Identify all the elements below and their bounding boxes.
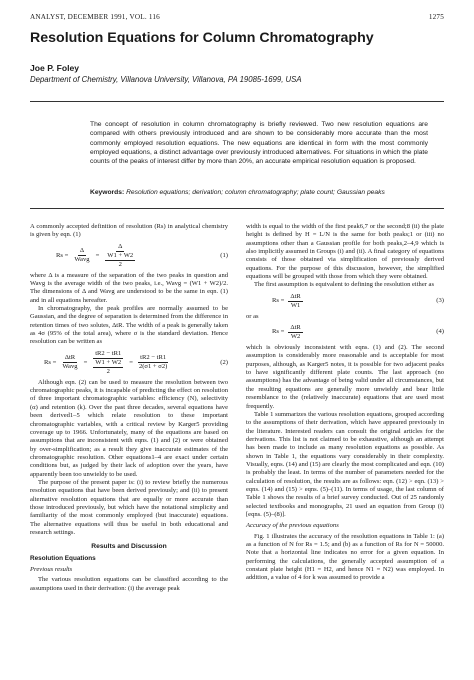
eq-numerator: Δ: [118, 242, 123, 250]
eq-denominator: W1 + W2: [95, 358, 122, 366]
eq-numerator: ΔtR: [290, 292, 301, 300]
eq-numerator: Δ: [79, 247, 85, 255]
equation-2: [30, 350, 228, 376]
eq-denominator: Wavg: [62, 363, 78, 371]
eq-numerator: ΔtR: [64, 354, 76, 362]
author-affiliation: Department of Chemistry, Villanova University, Villanova, PA 19085-1699, USA: [30, 75, 302, 84]
paragraph: The various resolution equations can be classified according to the assumptions used in their derivation: (i) the average peak: [30, 576, 228, 592]
keywords: [90, 188, 428, 197]
eq-denominator: W2: [290, 333, 301, 341]
italic-subheading: Accuracy of the previous equations: [246, 522, 339, 530]
paragraph: The purpose of the present paper is: (i) to review briefly the numerous resolution equations that have been derived previously; and (ii) to present alternative resolution equations that are equally or more accurate than those introduced previously, but which have the notational simplicity and familiarity of the most commonly employed (but inaccurate) equations. The alternative equations will thus be useful in both educational and research settings.: [30, 478, 228, 536]
eq-denominator: 2(σ1 + σ2): [138, 363, 168, 371]
page-number: 1275: [428, 13, 444, 21]
paragraph: The first assumption is equivalent to defining the resolution either as: [254, 281, 435, 289]
abstract: The concept of resolution in column chromatography is briefly reviewed. Two new resolution equations are compared with others previously introduced and are shown to be considerably more accurate than the most commonly employed resolution equations. The new equations are identical in form with the most commonly employed equations, a distinct advantage over previously introduced alternatives. For situations in which the plate counts of the peaks of interest differ by more than 20%, an accurate empirical resolution equation is proposed.: [90, 121, 428, 166]
eq-lhs: Rs =: [272, 328, 285, 336]
eq-equals: =: [83, 358, 88, 366]
eq-equals: =: [129, 358, 133, 366]
equation-number: (1): [220, 251, 228, 259]
eq-denominator-divisor: 2: [118, 260, 122, 268]
equation-number: (4): [436, 328, 444, 336]
eq-denominator: Wavg: [74, 256, 90, 264]
eq-lhs: Rs =: [56, 251, 69, 259]
equation-number: (2): [220, 358, 228, 366]
left-column: [30, 223, 228, 593]
paragraph: Table 1 summarizes the various resolution equations, grouped according to the assumptions of their derivation, which have appeared previously in the literature. Interested readers can consult the original articles for the derivations. This list is not claimed to be exhaustive, although an attempt has been made to include as many resolution equations as possible. As shown in Table 1, the equations vary considerably in their complexity. Visually, eqns. (14) and (15) are clearly the most complicated and eqn. (10) is probably the least. In terms of the number of parameters needed for the calculation of resolution, the results are as follows: eqn. (12) > eqn. (13) > eqns. (14) and (15) > eqns. (5)–(11). In terms of usage, the last column of Table 1 shows the results of a brief survey conducted. Out of 25 randomly selected textbooks and monographs, 21 used an equation from Group (i) [eqns. (5)–(8)].: [246, 410, 444, 518]
keywords-label: Keywords:: [90, 189, 125, 196]
paragraph: or as: [246, 312, 259, 320]
journal-citation: ANALYST, DECEMBER 1991, VOL. 116: [30, 13, 160, 21]
section-heading: Results and Discussion: [91, 543, 167, 551]
equation-1: [30, 243, 228, 269]
equation-number: (3): [436, 297, 444, 305]
paragraph: where Δ is a measure of the separation of the two peaks in question and Wavg is the average width of the two peaks, i.e., Wavg = (W1 + W2)/2. The dimensions of Δ and Wavg are understood to be the same in eqn. (1) and in all equations hereafter.: [30, 271, 228, 304]
header-rule: [30, 101, 444, 102]
paragraph: which is obviously inconsistent with eqns. (1) and (2). The second assumption is considerably more reasonable and is acceptable for most purposes, although, as Karger5 notes, it is possible for two adjacent peaks to have significantly different plate counts. The last approach (no assumptions) has the advantage of being valid under all circumstances, but the resulting equations are generally more unwieldy and bear little resemblance to the (relatively inaccurate) equations that are used most frequently.: [246, 344, 444, 410]
eq-numerator: tR2 − tR1: [95, 349, 122, 357]
eq-lhs: Rs =: [44, 358, 57, 366]
article-title: Resolution Equations for Column Chromatography: [30, 30, 374, 46]
eq-denominator: W1: [290, 301, 301, 309]
eq-denominator: W1 + W2: [107, 251, 134, 259]
eq-numerator: tR2 − tR1: [140, 354, 167, 362]
author-name: Joe P. Foley: [30, 63, 80, 73]
eq-lhs: Rs =: [272, 297, 285, 305]
equation-4: [246, 324, 444, 341]
eq-denominator-divisor: 2: [106, 367, 110, 375]
paragraph: width is equal to the width of the first peak6,7 or the second;8 (ii) the plate height is defined by H = L/N is the same for both peaks;1 or (iii) no assumptions other than a Gaussian profile for both peaks,2–4,9 which is also implicitly assumed in Groups (i) and (ii). A final category of equations consists of those obtained via simplification of previously derived equations. For the purpose of this discussion, however, the simplified equations will be grouped with those from which they were obtained.: [246, 223, 444, 281]
eq-numerator: ΔtR: [290, 324, 301, 332]
right-column: [246, 223, 444, 583]
running-head: [30, 13, 444, 21]
eq-equals: =: [95, 251, 100, 259]
paragraph: A commonly accepted definition of resolution (Rs) in analytical chemistry is given by eqn. (1): [30, 223, 228, 239]
paragraph: In chromatography, the peak profiles are normally assumed to be Gaussian, and the degree of separation is determined from the difference in retention times of two solutes, ΔtR. The width of a peak is generally taken as 4σ (95% of the total area), where σ is the standard deviation. Hence resolution can be written as: [30, 305, 228, 346]
italic-subheading: Previous results: [30, 566, 73, 573]
paragraph: Although eqn. (2) can be used to measure the resolution between two chromatographic peaks, it is incapable of predicting the effect on resolution of three important chromatographic variables: efficiency (N), selectivity (α) and retention (k). Over the past three decades, several equations have been derived1–5 which relate resolution to these important chromatographic variables, with a critical review by Karger5 providing coverage up to 1966. Unfortunately, many of the equations are based on assumptions that are inconsistent with eqns. (1) and (2) or were obtained by over-simplification; as a result they give inaccurate estimates of the chromatographic resolution. Other equations1–4 are exact under certain conditions but, as judged by their lack of adoption over the years, have apparently been too unwieldy to be used.: [30, 378, 228, 478]
keywords-text: Resolution equations; derivation; column chromatography; plate count; Gaussian peaks: [126, 189, 385, 196]
subsection-heading: Resolution Equations: [30, 554, 96, 562]
equation-3: [246, 293, 444, 310]
abstract-rule: [30, 208, 444, 209]
paragraph: Fig. 1 illustrates the accuracy of the resolution equations in Table 1: (a) as a function of N for Rs = 1.5; and (b) as a function of Rs for N = 50000. Note that a horizontal line indicates no error for a given equation. In performing the calculations, the generally accepted assumption of a constant plate height (H1 = H2, and hence N1 = N2) was employed. In addition, a value of 4 for k was assumed to provide a: [246, 532, 444, 582]
